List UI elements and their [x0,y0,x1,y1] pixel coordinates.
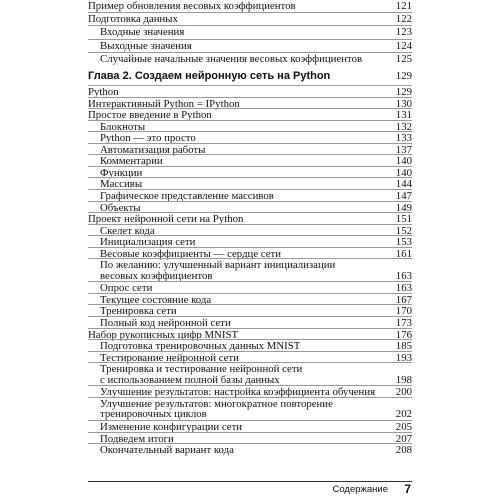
toc-entry-title: Тренировка и тестирование нейронной сети [100,363,303,376]
toc-entry-page: 193 [395,351,412,364]
toc-entry-page: 170 [395,305,412,318]
toc-entry [88,12,412,26]
toc-entry-title: Инициализация сети [100,236,196,249]
toc-entry-page: 208 [395,444,412,457]
toc-entry-page: 207 [395,432,412,445]
toc-entry-title: Проект нейронной сети на Python [88,213,244,226]
toc-entry-title: Интерактивный Python = IPython [88,97,240,110]
toc-entry-page: 152 [395,224,412,237]
toc-entry-title: Графическое представление массивов [100,189,274,202]
footer-rule [88,481,412,482]
toc-entry-title: Объекты [100,201,141,214]
toc-entry-title: Пример обновления весовых коэффициентов [88,0,296,12]
toc-entry-title: Простое введение в Python [88,109,212,122]
toc-entry-title: Python [88,86,119,98]
toc-entry-title: Подготовка данных [88,13,178,26]
toc-entry-page: 125 [395,52,412,65]
footer-section-label: Содержание [332,484,388,495]
toc-entry-page: 151 [395,213,412,226]
toc-entry-title: Опрос сети [100,282,153,295]
toc-entry-title: По желанию: улучшенный вариант инициализации [100,259,336,272]
toc-entry-title: Улучшение результатов: настройка коэффициента обучения [100,386,376,399]
toc-entry-title: Блокноты [100,120,146,133]
toc-entry-title: с использованием полной базы данных [100,373,280,386]
toc-entry-title: тренировочных циклов [100,408,207,421]
toc-entry [88,39,412,53]
toc-entry-page: 163 [395,269,412,282]
toc-entry-title: Python — это просто [100,132,196,145]
toc-entry-page: 147 [395,189,412,202]
toc-entry [88,25,412,39]
toc-entry-title: Набор рукописных цифр MNIST [88,328,239,341]
toc-entry-title: Функции [100,166,143,179]
toc-entry-page: 198 [395,373,412,386]
chapter-heading [88,69,412,83]
toc-entry-page: 167 [395,293,412,306]
toc-entry-title: Тренировка сети [100,305,177,318]
toc-entry-title: Полный код нейронной сети [100,317,231,329]
toc-entry-title: Массивы [100,178,143,191]
toc-entry-page: 161 [395,247,412,260]
toc-entry-title: Окончательный вариант кода [100,444,234,457]
toc-entry-page: 205 [395,420,412,433]
toc-entry-page: 202 [395,408,412,421]
toc-entry-title: Весовые коэффициенты — сердце сети [100,247,282,260]
toc-entry-title: Подготовка тренировочных данных MNIST [100,340,301,353]
toc-entry [88,0,412,13]
toc-entry-page: 140 [395,155,412,168]
toc-entry-page: 121 [395,0,412,12]
toc-entry-title: Случайные начальные значения весовых коэффициентов [100,52,363,65]
toc-entry-page: 122 [395,13,412,26]
toc-entry-title: Текущее состояние кода [100,293,212,306]
toc-entry-title: Скелет кода [100,224,155,237]
toc-entry-page: 153 [395,236,412,249]
toc-entry-title: Выходные значения [100,39,192,52]
toc-entry-page: 129 [395,86,412,98]
toc-entry-title: Комментарии [100,155,163,168]
toc-entry-page: 131 [395,109,412,122]
toc-entry-page: 163 [395,282,412,295]
toc-entry-page: 124 [395,39,412,52]
toc-entry-page: 176 [395,328,412,341]
toc-entry-page: 185 [395,340,412,353]
toc-entry-title: Входные значения [100,26,185,39]
toc-entry-page: 123 [395,26,412,39]
toc-entry-page: 140 [395,166,412,179]
toc-entry-page: 173 [395,317,412,329]
toc-entry-title: Подведем итоги [100,432,174,445]
toc-entry-page: 144 [395,178,412,191]
footer-page-number: 7 [404,482,411,496]
toc-entry-page: 149 [395,201,412,214]
toc-entry-title: весовых коэффициентов [100,269,213,282]
chapter-title: Глава 2. Создаем нейронную сеть на Python [88,70,331,82]
toc-entry-title: Автоматизация работы [100,143,206,156]
toc-entry [88,443,412,457]
chapter-page: 129 [395,70,412,82]
toc-entry-page: 132 [395,120,412,133]
toc-entry-title: Изменение конфигурации сети [100,420,243,433]
toc-entry-title: Тестирование нейронной сети [100,351,239,364]
toc-entry [88,52,412,66]
toc-entry-page: 133 [395,132,412,145]
toc-entry-page: 200 [395,386,412,399]
toc-entry-title: Улучшение результатов: многократное повторение [100,397,333,410]
toc-entry-page: 137 [395,143,412,156]
toc-entry-page: 130 [395,97,412,110]
